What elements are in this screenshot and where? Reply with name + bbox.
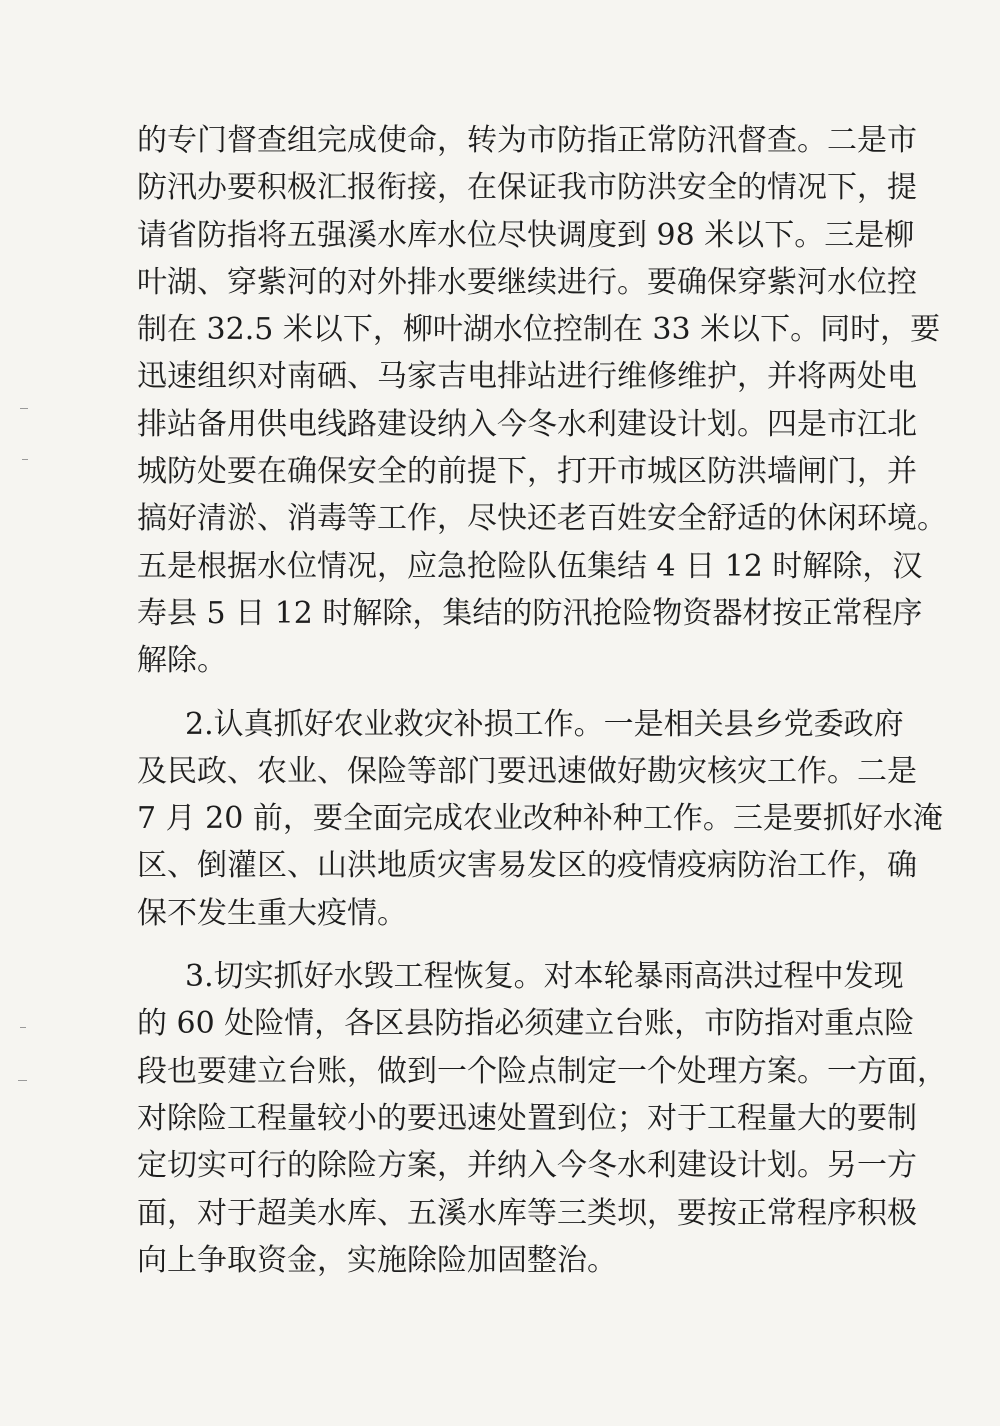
text-line: 的专门督查组完成使命，转为市防指正常防汛督查。二是市	[137, 123, 917, 158]
text-line: 及民政、农业、保险等部门要迅速做好勘灾核灾工作。二是	[137, 753, 917, 789]
paragraph-p2	[137, 701, 943, 937]
text-line: 对除险工程量较小的要迅速处置到位；对于工程量大的要制	[137, 1100, 917, 1136]
margin-mark	[20, 1027, 26, 1028]
paragraph-gap	[137, 685, 857, 701]
text-line: 寿县 5 日 12 时解除，集结的防汛抢险物资器材按正常程序	[137, 595, 923, 631]
text-line: 7 月 20 前，要全面完成农业改种补种工作。三是要抓好水淹	[137, 801, 943, 837]
text-line: 保不发生重大疫情。	[137, 895, 407, 931]
margin-mark	[20, 408, 28, 409]
text-line: 段也要建立台账，做到一个险点制定一个处理方案。一方面，	[137, 1053, 947, 1089]
paragraph-p3	[137, 953, 947, 1284]
paragraph-p1	[137, 117, 947, 685]
margin-mark	[18, 1080, 27, 1081]
text-line: 叶湖、穿紫河的对外排水要继续进行。要确保穿紫河水位控	[137, 264, 917, 300]
text-line: 3.切实抓好水毁工程恢复。对本轮暴雨高洪过程中发现	[185, 959, 904, 995]
text-line: 2.认真抓好农业救灾补损工作。一是相关县乡党委政府	[185, 706, 904, 742]
margin-mark	[22, 459, 28, 460]
text-line: 区、倒灌区、山洪地质灾害易发区的疫情疫病防治工作，确	[137, 848, 917, 884]
text-line: 的 60 处险情，各区县防指必须建立台账，市防指对重点险	[137, 1006, 915, 1042]
text-line: 排站备用供电线路建设纳入今冬水利建设计划。四是市江北	[137, 406, 917, 442]
text-line: 面，对于超美水库、五溪水库等三类坝，要按正常程序积极	[137, 1195, 917, 1231]
text-line: 搞好清淤、消毒等工作，尽快还老百姓安全舒适的休闲环境。	[137, 501, 947, 537]
text-line: 城防处要在确保安全的前提下，打开市城区防洪墙闸门，并	[137, 454, 917, 490]
text-line: 五是根据水位情况，应急抢险队伍集结 4 日 12 时解除，汉	[137, 548, 923, 584]
text-line: 解除。	[137, 643, 227, 679]
text-line: 向上争取资金，实施除险加固整治。	[137, 1242, 617, 1278]
text-line: 迅速组织对南硒、马家吉电排站进行维修维护，并将两处电	[137, 359, 917, 395]
text-line: 制在 32.5 米以下，柳叶湖水位控制在 33 米以下。同时，要	[137, 312, 941, 348]
text-line: 定切实可行的除险方案，并纳入今冬水利建设计划。另一方	[137, 1148, 917, 1184]
text-line: 防汛办要积极汇报衔接，在保证我市防洪安全的情况下，提	[137, 170, 917, 206]
paragraph-gap	[137, 937, 857, 953]
document-body	[137, 117, 947, 1284]
text-line: 请省防指将五强溪水库水位尽快调度到 98 米以下。三是柳	[137, 217, 915, 253]
